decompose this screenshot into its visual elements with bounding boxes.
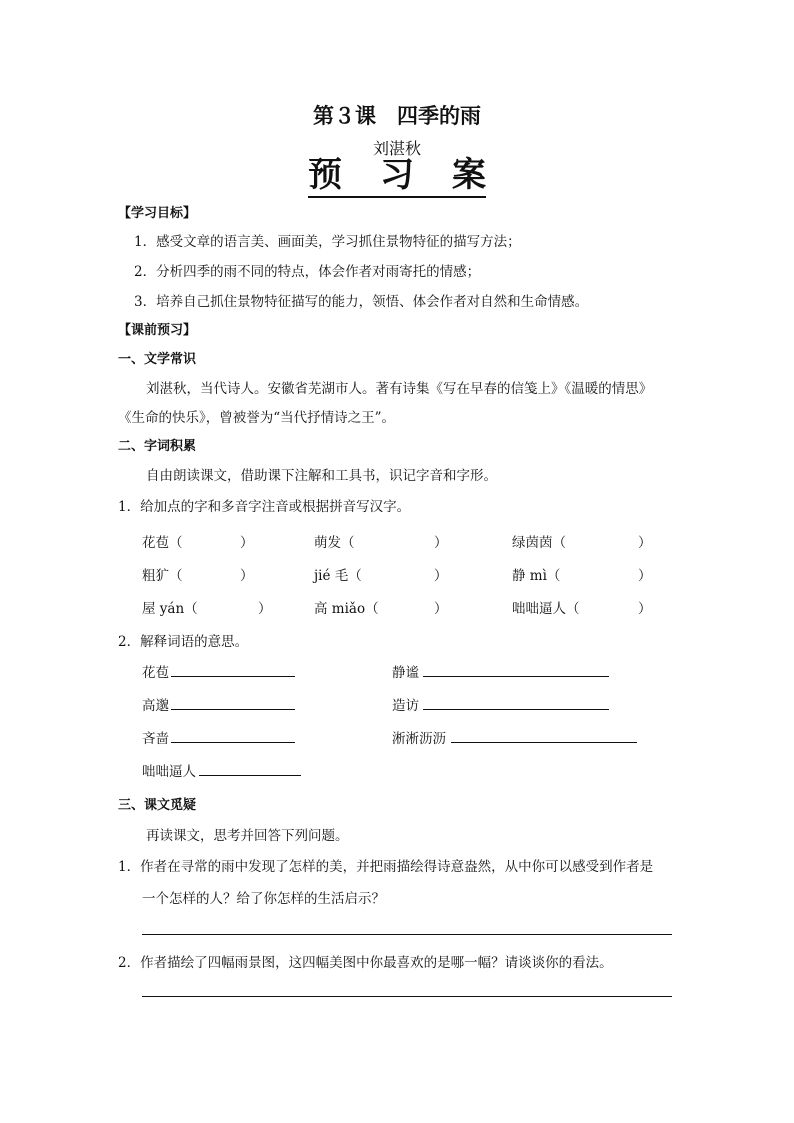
answer-line[interactable] <box>142 996 672 997</box>
literature-para-line1: 刘湛秋，当代诗人。安徽省芜湖市人。著有诗集《写在早春的信笺上》《温暖的情思》 <box>146 381 653 397</box>
pinyin-close-r2c3: ） <box>638 568 652 584</box>
term-right-3: 淅淅沥沥 <box>392 731 446 747</box>
pinyin-item-r1c2: 萌发（ <box>314 535 355 551</box>
pinyin-item-r1c3: 绿茵茵（ <box>512 535 566 551</box>
objective-item-1: 1．感受文章的语言美、画面美，学习抓住景物特征的描写方法； <box>134 234 521 250</box>
pinyin-close-r2c2: ） <box>434 568 448 584</box>
preview-char-1: 预 <box>308 155 342 195</box>
pinyin-item-r2c1: 粗犷（ <box>142 568 183 584</box>
literature-heading: 一、文学常识 <box>118 352 197 367</box>
term-right-1: 静谧 <box>392 665 419 681</box>
pinyin-item-r2c2: jié 毛（ <box>314 568 362 584</box>
objective-item-3: 3．培养自己抓住景物特征描写的能力，领悟、体会作者对自然和生命情感。 <box>134 294 589 310</box>
answer-line[interactable] <box>171 676 295 677</box>
reading-heading: 三、课文觅疑 <box>118 798 197 813</box>
term-left-2: 高邈 <box>142 698 169 714</box>
answer-line[interactable] <box>451 742 637 743</box>
term-left-3: 吝啬 <box>142 731 169 747</box>
pinyin-close-r1c3: ） <box>638 535 652 551</box>
pinyin-close-r2c1: ） <box>240 568 254 584</box>
pinyin-close-r3c2: ） <box>434 601 448 617</box>
pinyin-item-r3c3: 咄咄逼人（ <box>512 601 580 617</box>
pinyin-close-r3c3: ） <box>638 601 652 617</box>
reading-question-1-line1: 1．作者在寻常的雨中发现了怎样的美，并把雨描绘得诗意盎然，从中你可以感受到作者是 <box>118 859 654 875</box>
objective-item-2: 2．分析四季的雨不同的特点，体会作者对雨寄托的情感； <box>134 264 481 280</box>
answer-line[interactable] <box>171 709 295 710</box>
pinyin-close-r1c1: ） <box>240 535 254 551</box>
answer-line[interactable] <box>171 742 295 743</box>
vocab-heading: 二、字词积累 <box>118 439 197 454</box>
answer-line[interactable] <box>199 775 301 776</box>
page-title: 第３课 四季的雨 <box>313 103 481 128</box>
preview-char-2: 习 <box>380 155 414 195</box>
reading-intro: 再读课文，思考并回答下列问题。 <box>146 828 349 844</box>
term-left-4: 咄咄逼人 <box>142 764 196 780</box>
pinyin-item-r2c3: 静 mì（ <box>512 568 561 584</box>
answer-line[interactable] <box>423 676 609 677</box>
pinyin-item-r3c1: 屋 yán（ <box>142 601 198 617</box>
pinyin-close-r1c2: ） <box>434 535 448 551</box>
preview-char-3: 案 <box>452 155 486 195</box>
preview-section-heading: 【课前预习】 <box>118 323 197 338</box>
vocab-question-1: 1．给加点的字和多音字注音或根据拼音写汉字。 <box>118 499 411 515</box>
pinyin-close-r3c1: ） <box>258 601 272 617</box>
reading-question-1-line2: 一个怎样的人？给了你怎样的生活启示？ <box>142 891 385 907</box>
vocab-intro: 自由朗读课文，借助课下注解和工具书，识记字音和字形。 <box>146 468 497 484</box>
vocab-question-2: 2．解释词语的意思。 <box>118 634 249 650</box>
pinyin-item-r1c1: 花苞（ <box>142 535 183 551</box>
reading-question-2: 2．作者描绘了四幅雨景图，这四幅美图中你最喜欢的是哪一幅？请谈谈你的看法。 <box>118 955 613 971</box>
term-right-2: 造访 <box>392 698 419 714</box>
term-left-1: 花苞 <box>142 665 169 681</box>
author-name: 刘湛秋 <box>372 139 421 158</box>
answer-line[interactable] <box>142 934 672 935</box>
answer-line[interactable] <box>423 709 609 710</box>
objectives-heading: 【学习目标】 <box>118 206 197 221</box>
preview-heading <box>308 156 486 198</box>
literature-para-line2: 《生命的快乐》，曾被誉为“当代抒情诗之王”。 <box>118 410 396 426</box>
pinyin-item-r3c2: 高 miǎo（ <box>314 601 379 617</box>
